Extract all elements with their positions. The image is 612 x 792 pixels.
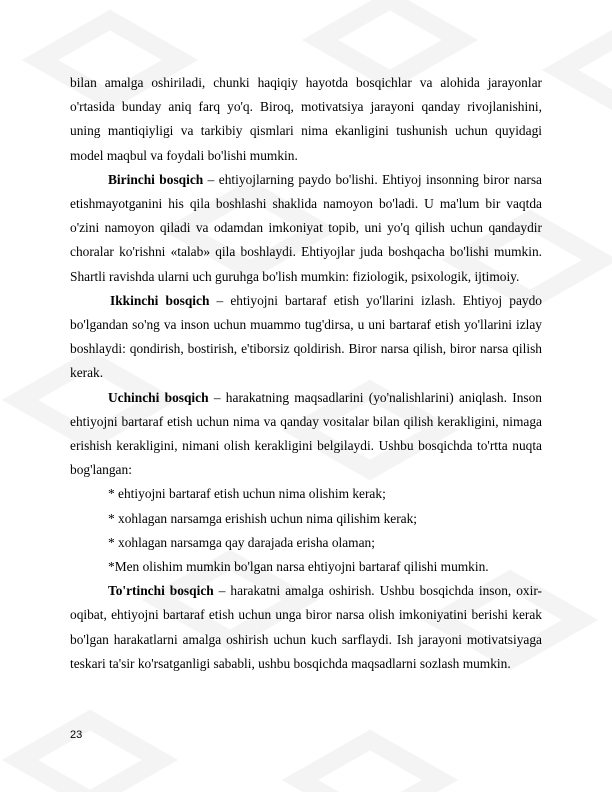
paragraph-intro: bilan amalga oshiriladi, chunki haqiqiy hayotda bosqichlar va alohida jarayonlar o'rtasida bunday aniq farq yo'q. Biroq, motivatsiya jarayoni qanday rivojlanishini, uning mantiqiyligi va tarkibiy qismlari nima ekanligini tushunish uchun quyidagi model maqbul va foydali bo'lishi mumkin. xyxy=(70,75,542,163)
paragraph-stage-4 xyxy=(70,579,542,676)
stage-1-term: Birinchi bosqich xyxy=(108,171,204,187)
bullet-item: * ehtiyojni bartaraf etish uchun nima olishim kerak; xyxy=(108,486,386,502)
stage-4-text: – harakatni amalga oshirish. Ushbu bosqichda inson, oxir-oqibat, ehtiyojni bartaraf etish uchun unga biror narsa olish imkoniyatini berishi kerak bo'lgan harakatlarni amalga oshirish uchun kuch sarflaydi. Ish jarayoni motivatsiyaga teskari ta'sir ko'rsatganligi sababli, ushbu bosqichda maqsadlarni sozlash mumkin. xyxy=(70,583,542,671)
paragraph-stage-1 xyxy=(70,168,542,289)
bullet-item: * xohlagan narsamga qay darajada erisha olaman; xyxy=(108,534,375,550)
paragraph-stage-3 xyxy=(70,386,542,483)
page-number: 23 xyxy=(70,729,83,741)
paragraph-stage-2 xyxy=(70,289,542,386)
stage-3-text: – harakatning maqsadlarini (yo'nalishlarini) aniqlash. Inson ehtiyojni bartaraf etish uchun nima va qanday vositalar bilan qilish kerakligini, nimaga erishish kerakligini, nimani olish kerakligini belgilaydi. Ushbu bosqichda to'rtta nuqta bog'langan: xyxy=(70,389,542,478)
stage-4-term: To'rtinchi bosqich xyxy=(108,583,214,599)
bullet-item: *Men olishim mumkin bo'lgan narsa ehtiyojni bartaraf qilishi mumkin. xyxy=(108,559,489,575)
stage-2-term: Ikkinchi bosqich xyxy=(110,292,210,308)
bullet-item: * xohlagan narsamga erishish uchun nima qilishim kerak; xyxy=(108,510,418,526)
stage-2-text: – ehtiyojni bartaraf etish yo'llarini izlash. Ehtiyoj paydo bo'lgandan so'ng va inson uchun muammo tug'dirsa, u uni bartaraf etish yo'llarini izlay boshlaydi: qondirish, bostirish, e'tiborsiz qoldirish. Biror narsa qilish, biror narsa qilish kerak. xyxy=(70,292,542,381)
stage-1-text: – ehtiyojlarning paydo bo'lishi. Ehtiyoj insonning biror narsa etishmayotganini his qila boshlashi shaklida namoyon bo'ladi. U ma'lum bir vaqtda o'zini namoyon qiladi va odamdan imkoniyat topib, uni yo'q qilish uchun qandaydir choralar ko'rishni «talab» qila boshlaydi. Ehtiyojlar juda boshqacha bo'lishi mumkin. Shartli ravishda ularni uch guruhga bo'lish mumkin: fiziologik, psixologik, ijtimoiy. xyxy=(70,171,543,284)
stage-3-term: Uchinchi bosqich xyxy=(108,389,209,405)
document-body xyxy=(70,71,542,676)
